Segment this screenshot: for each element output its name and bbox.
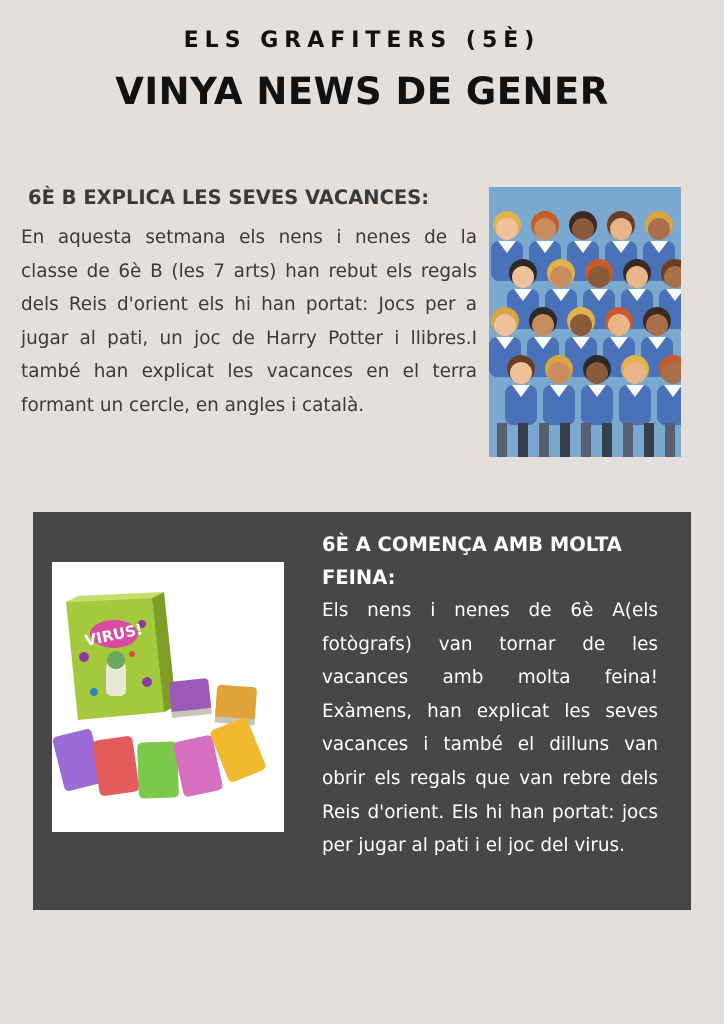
article-2-heading: 6È A COMENÇA AMB MOLTA FEINA: (322, 533, 622, 589)
article-1-body: En aquesta setmana els nens i nenes de la classe de 6è B (les 7 arts) han rebut els regals dels Reis d'orient els hi han portat: Jocs per a jugar al pati, un joc de Harry Potter i llibres.I també han explicat les vacances en el terra formant un cercle, en angles i català. (21, 227, 477, 416)
game-logo-text: VIRUS! (83, 620, 145, 650)
newsletter-kicker: ELS GRAFITERS (5È) (183, 28, 541, 53)
article-2-body: Els nens i nenes de 6è A(els fotògrafs) van tornar de les vacances amb molta feina! Exàmens, han explicat les seves vacances i també el dilluns van obrir els regals que van rebre dels Reis d'orient. Els hi han portat: jocs per jugar al pati i el joc del virus. (322, 600, 658, 857)
article-1-heading: 6È B EXPLICA LES SEVES VACANCES: (28, 186, 430, 209)
virus-card-game-photo (52, 562, 284, 832)
children-crowd-illustration (489, 187, 681, 457)
newsletter-title: VINYA NEWS DE GENER (115, 70, 609, 113)
